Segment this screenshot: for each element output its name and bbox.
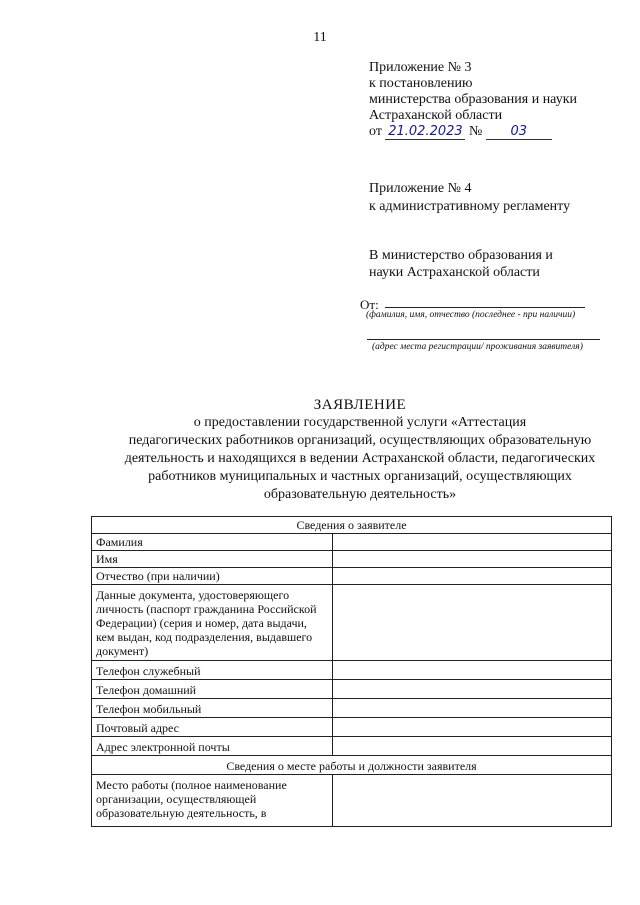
appendix-3-line: Астраханской области (369, 108, 503, 123)
appendix-3-line: министерства образования и науки (369, 92, 577, 107)
table-row (92, 568, 612, 585)
field-label-workplace: Место работы (полное наименование организации, осуществляющей образовательную деятельность, в (92, 775, 333, 827)
field-label-postal-address: Почтовый адрес (92, 718, 333, 737)
appendix-4-block (369, 181, 570, 215)
date-prefix: от (369, 124, 382, 139)
field-value-patronymic[interactable] (333, 568, 612, 585)
statement-line: работников муниципальных и частных организаций, осуществляющих (148, 469, 572, 484)
field-label-email: Адрес электронной почты (92, 737, 333, 756)
field-label-name: Имя (92, 551, 333, 568)
statement-line: образовательную деятельность» (263, 487, 457, 502)
table-section-header (92, 517, 612, 534)
field-value-name[interactable] (333, 551, 612, 568)
appendix-3-line: к постановлению (369, 76, 473, 91)
field-value-home-phone[interactable] (333, 680, 612, 699)
table-section-header (92, 756, 612, 775)
from-address-hint: (адрес места регистрации/ проживания заявителя) (372, 342, 583, 352)
addressee-block (369, 247, 553, 281)
from-address-line (367, 339, 600, 340)
table-row (92, 737, 612, 756)
table-row (92, 661, 612, 680)
table-row (92, 775, 612, 827)
field-label-work-phone: Телефон служебный (92, 661, 333, 680)
table-row (92, 718, 612, 737)
section-workplace-info: Сведения о месте работы и должности заявителя (92, 756, 612, 775)
table-row (92, 551, 612, 568)
statement-line: о предоставлении государственной услуги «Аттестация (193, 415, 527, 430)
field-value-identity-document[interactable] (333, 585, 612, 661)
field-label-patronymic: Отчество (при наличии) (92, 568, 333, 585)
addressee-line: науки Астраханской области (369, 265, 540, 280)
from-name-hint: (фамилия, имя, отчество (последнее - при наличии) (366, 310, 576, 320)
statement-heading: ЗАЯВЛЕНИЕ (313, 397, 407, 413)
field-label-mobile-phone: Телефон мобильный (92, 699, 333, 718)
appendix-4-title: Приложение № 4 (369, 181, 472, 196)
handwritten-number: 03 (486, 125, 552, 140)
section-applicant-info: Сведения о заявителе (92, 517, 612, 534)
addressee-line: В министерство образования и (369, 248, 553, 263)
statement-line: деятельность и находящихся в ведении Астраханской области, педагогических (124, 451, 596, 466)
field-value-postal-address[interactable] (333, 718, 612, 737)
appendix-3-date-line (369, 124, 577, 140)
appendix-4-line: к административному регламенту (369, 199, 571, 214)
field-label-identity-document: Данные документа, удостоверяющего личность (паспорт гражданина Российской Федерации) (серия и номер, дата выдачи, кем выдан, код подразделения, выдавшего документ) (92, 585, 333, 661)
handwritten-date: 21.02.2023 (385, 125, 465, 140)
number-prefix: № (468, 124, 483, 139)
statement-title-block (90, 396, 630, 504)
field-value-surname[interactable] (333, 534, 612, 551)
field-value-workplace[interactable] (333, 775, 612, 827)
table-row (92, 585, 612, 661)
from-label: От: (360, 297, 379, 312)
appendix-3-title: Приложение № 3 (369, 60, 472, 75)
table-row (92, 699, 612, 718)
field-label-home-phone: Телефон домашний (92, 680, 333, 699)
field-value-email[interactable] (333, 737, 612, 756)
statement-line: педагогических работников организаций, осуществляющих образовательную (128, 433, 592, 448)
field-value-work-phone[interactable] (333, 661, 612, 680)
field-label-surname: Фамилия (92, 534, 333, 551)
appendix-3-block (369, 60, 577, 140)
page-number: 11 (313, 30, 327, 45)
from-name-line (385, 307, 585, 308)
table-row (92, 534, 612, 551)
applicant-form-table (91, 516, 612, 827)
table-row (92, 680, 612, 699)
field-value-mobile-phone[interactable] (333, 699, 612, 718)
